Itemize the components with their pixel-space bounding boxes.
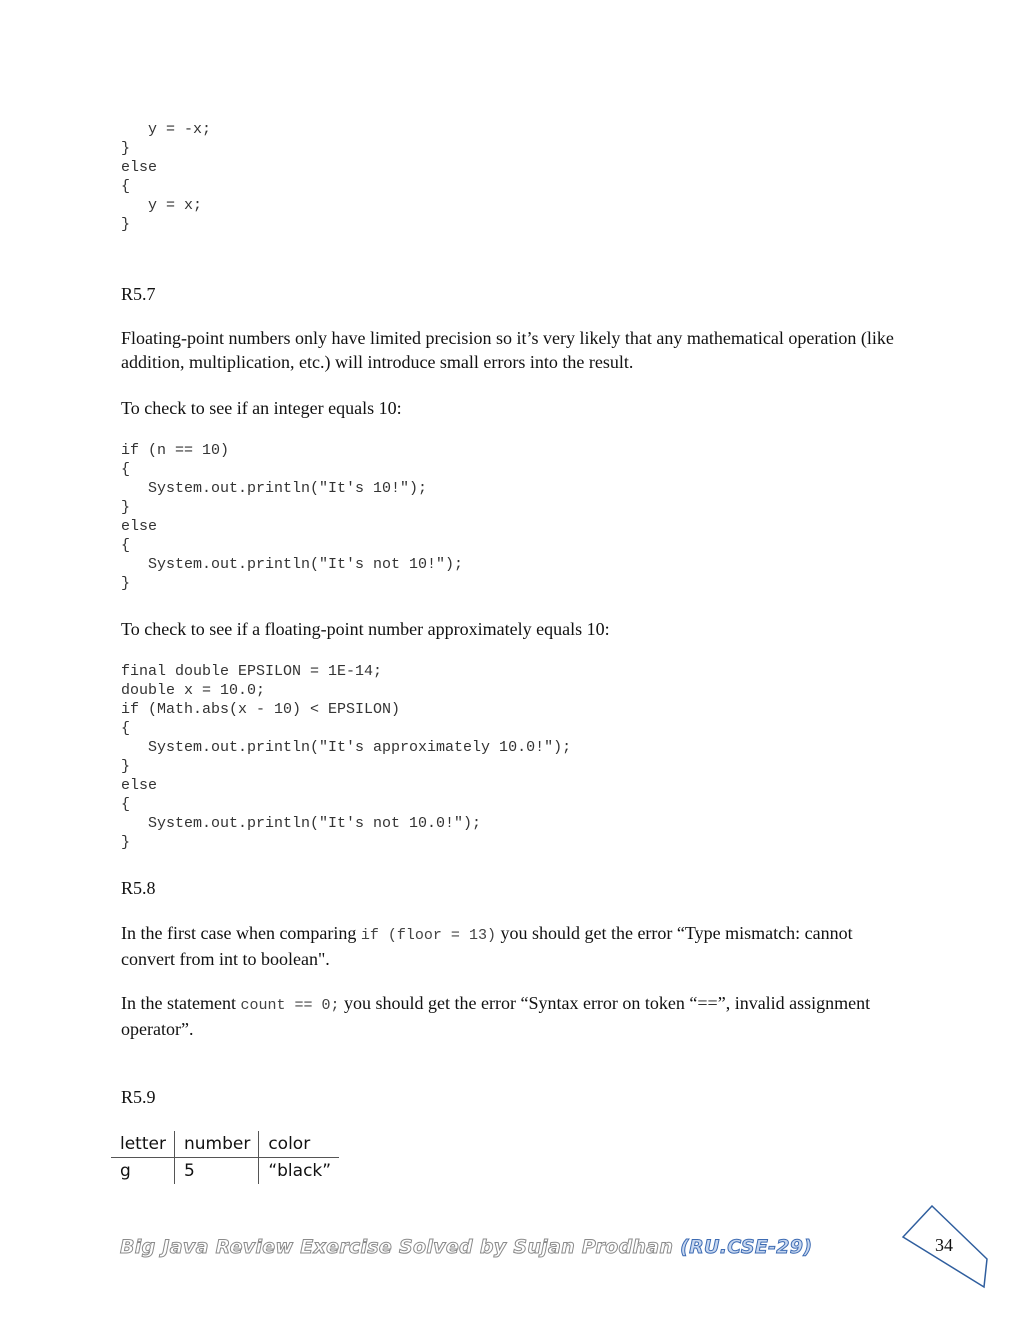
p2-inline-code: count == 0; xyxy=(240,997,340,1014)
table-cell: g xyxy=(120,1161,131,1181)
heading-r5-7: R5.7 xyxy=(121,284,156,304)
table-header-cell: color xyxy=(259,1131,339,1158)
heading-r5-8: R5.8 xyxy=(121,878,156,898)
paragraph-float-intro: To check to see if a floating-point number approximately equals 10: xyxy=(121,619,610,639)
code-block-abs: y = -x; } else { y = x; } xyxy=(121,121,212,233)
footer-text: Big Java Review Exercise Solved by Sujan Prodhan xyxy=(120,1236,681,1258)
page-number: 34 xyxy=(935,1235,953,1255)
table-cell: “black” xyxy=(259,1158,339,1185)
p2-before: In the statement xyxy=(121,993,241,1013)
footer-tag: (RU.CSE-29) xyxy=(680,1236,813,1258)
table-header-row xyxy=(111,1131,339,1158)
code-block-int: if (n == 10) { System.out.println("It's 10!"); } else { System.out.println("It's not 10!"); } xyxy=(121,442,464,592)
variables-table xyxy=(111,1131,339,1184)
table-header-cell: number xyxy=(174,1131,258,1158)
paragraph-int-intro: To check to see if an integer equals 10: xyxy=(121,398,402,418)
heading-r5-9: R5.9 xyxy=(121,1087,156,1107)
table-cell: 5 xyxy=(174,1158,258,1185)
paragraph-syntax-error xyxy=(121,992,901,1041)
footer-credit xyxy=(120,1236,812,1258)
p2-after: you should get the error “Syntax error on token “==”, invalid assignment operator”. xyxy=(121,993,871,1039)
paragraph-type-mismatch xyxy=(121,922,901,971)
p1-inline-code: if (floor = 13) xyxy=(360,927,496,944)
p1-before: In the first case when comparing xyxy=(121,923,361,943)
table-header-cell: letter xyxy=(111,1131,174,1158)
p1-after: you should get the error “Type mismatch: cannot convert from int to boolean". xyxy=(121,923,853,969)
table-row xyxy=(111,1158,339,1185)
code-block-float: final double EPSILON = 1E-14; double x = 10.0; if (Math.abs(x - 10) < EPSILON) { System.out.println("It's approximately 10.0!"); } else { System.out.println("It's not 10.0!"); } xyxy=(121,663,572,851)
paragraph-precision: Floating-point numbers only have limited precision so it’s very likely that any mathematical operation (like addition, multiplication, etc.) will introduce small errors into the result. xyxy=(121,328,894,372)
